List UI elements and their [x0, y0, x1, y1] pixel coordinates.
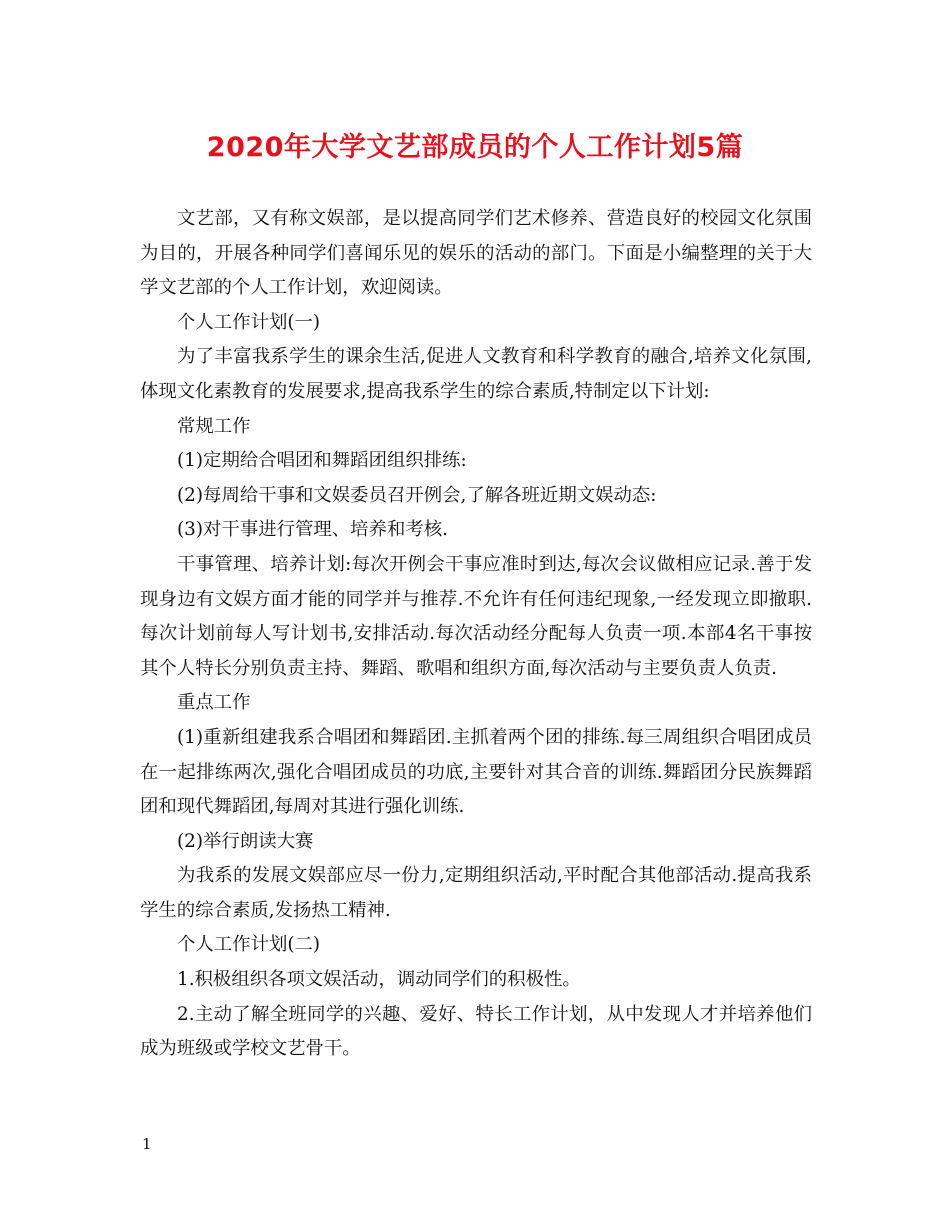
list-item-routine-1: (1)定期给合唱团和舞蹈团组织排练: — [177, 450, 467, 472]
page-number: 1 — [142, 1135, 152, 1153]
list-item-routine-2: (2)每周给干事和文娱委员召开例会,了解各班近期文娱动态: — [177, 484, 657, 506]
list-item-routine-3: (3)对干事进行管理、培养和考核. — [177, 519, 448, 541]
paragraph-department-contribution: 为我系的发展文娱部应尽一份力,定期组织活动,平时配合其他部活动.提高我系学生的综合素质,发扬热工精神. — [140, 865, 812, 921]
subheading-routine-work: 常规工作 — [177, 415, 251, 437]
section-heading-plan-2: 个人工作计划(二) — [177, 934, 321, 956]
document-title: 2020年大学文艺部成员的个人工作计划5篇 — [206, 132, 744, 163]
list-item-key-2: (2)举行朗读大赛 — [177, 830, 314, 852]
paragraph-intro: 文艺部，又有称文娱部，是以提高同学们艺术修养、营造良好的校园文化氛围为目的，开展各种同学们喜闻乐见的娱乐的活动的部门。下面是小编整理的关于大学文艺部的个人工作计划，欢迎阅读。 — [140, 208, 812, 299]
section-heading-plan-1: 个人工作计划(一) — [177, 311, 321, 333]
list-item-plan-2-2: 2.主动了解全班同学的兴趣、爱好、特长工作计划，从中发现人才并培养他们成为班级或学校文艺骨干。 — [140, 1003, 812, 1060]
paragraph-plan-1-purpose: 为了丰富我系学生的课余生活,促进人文教育和科学教育的融合,培养文化氛围,体现文化素教育的发展要求,提高我系学生的综合素质,特制定以下计划: — [140, 346, 812, 402]
list-item-plan-2-1: 1.积极组织各项文娱活动，调动同学们的积极性。 — [177, 969, 581, 991]
paragraph-staff-management: 干事管理、培养计划:每次开例会干事应准时到达,每次会议做相应记录.善于发现身边有文娱方面才能的同学并与推荐.不允许有任何违纪现象,一经发现立即撤职.每次计划前每人写计划书,安排活动.每次活动经分配每人负责一项.本部4名干事按其个人特长分别负责主持、舞蹈、歌唱和组织方面,每次活动与主要负责人负责. — [140, 553, 812, 679]
document-body — [140, 202, 812, 1067]
subheading-key-work: 重点工作 — [177, 692, 251, 714]
list-item-key-1: (1)重新组建我系合唱团和舞蹈团.主抓着两个团的排练.每三周组织合唱团成员在一起排练两次,强化合唱团成员的功底,主要针对其合音的训练.舞蹈团分民族舞蹈团和现代舞蹈团,每周对其进行强化训练. — [140, 726, 812, 818]
